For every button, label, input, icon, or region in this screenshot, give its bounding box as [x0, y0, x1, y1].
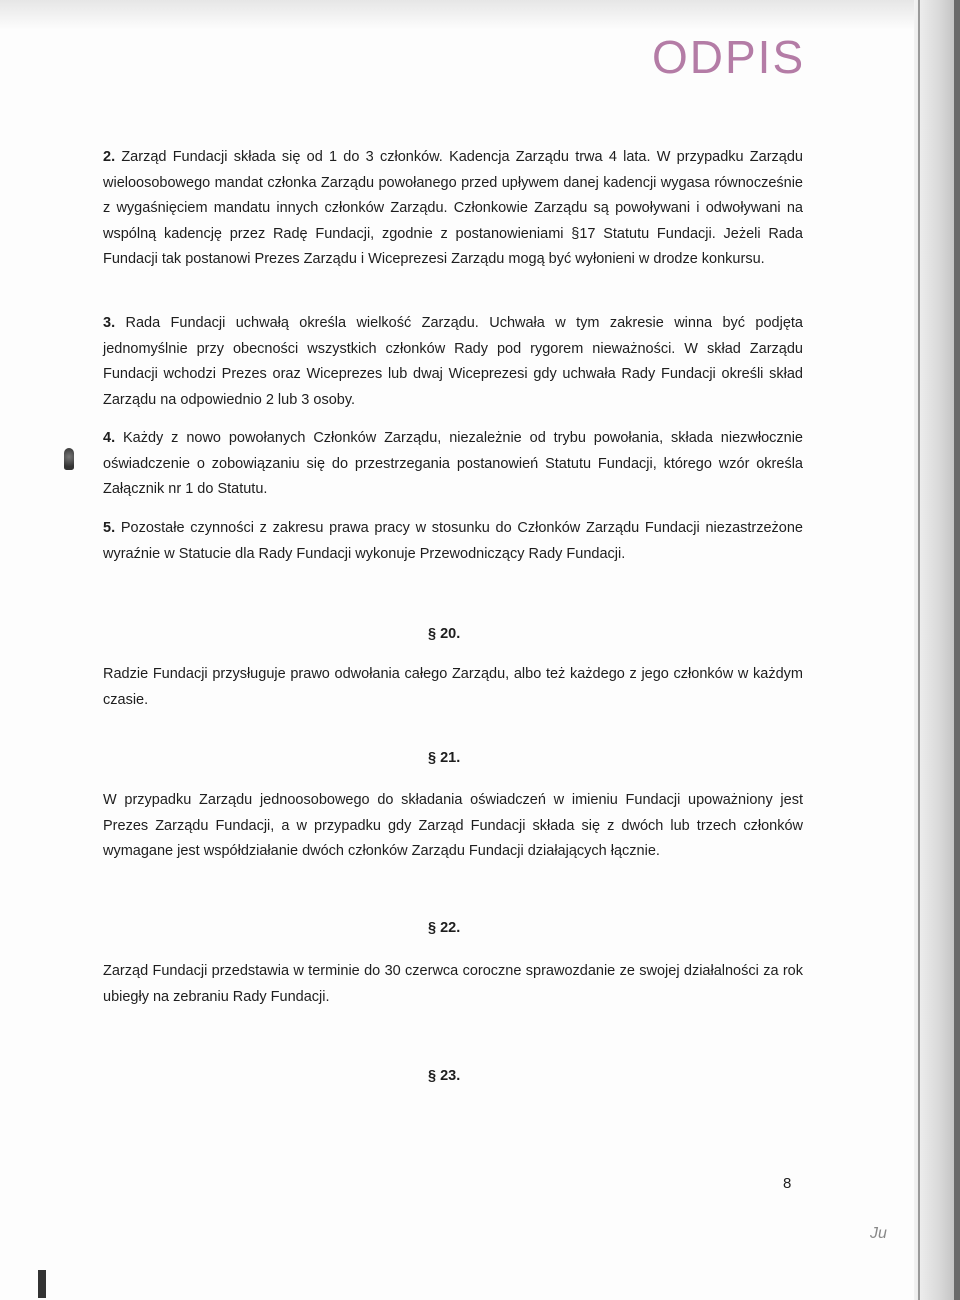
paragraph-text: Rada Fundacji uchwałą określa wielkość Zarządu. Uchwała w tym zakresie winna być podjęta jednomyślnie przy obecności wszystkich członków Rady pod rygorem nieważności. W skład Zarządu Fundacji wchodzi Prezes oraz Wiceprezes lub dwaj Wiceprezesi gdy uchwała Rady Fundacji określi skład Zarządu na odpowiednio 2 lub 3 osoby. [103, 315, 803, 408]
paragraph-2 [103, 145, 803, 273]
scan-top-shadow [0, 0, 960, 30]
paragraph-number: 3. [103, 315, 116, 331]
punch-hole [64, 448, 74, 470]
section-heading-20: § 20. [428, 626, 461, 642]
handwritten-initials: Ju [870, 1225, 887, 1242]
section-text-21: W przypadku Zarządu jednoosobowego do składania oświadczeń w imieniu Fundacji upoważniony jest Prezes Zarządu Fundacji, a w przypadku gdy Zarząd Fundacji składa się z dwóch lub trzech członków wymagane jest współdziałanie dwóch członków Zarządu Fundacji działających łącznie. [103, 792, 803, 859]
paragraph-number: 5. [103, 520, 116, 536]
scan-edge-dark [954, 0, 960, 1300]
section-heading-21: § 21. [428, 750, 461, 766]
page-number: 8 [783, 1175, 792, 1192]
section-heading-22: § 22. [428, 920, 461, 936]
paragraph-number: 4. [103, 430, 116, 446]
odpis-stamp: ODPIS [652, 31, 806, 83]
scan-bottom-mark [38, 1270, 46, 1298]
paragraph-3 [103, 311, 803, 413]
section-text-22: Zarząd Fundacji przedstawia w terminie do 30 czerwca coroczne sprawozdanie ze swojej działalności za rok ubiegły na zebraniu Rady Fundacji. [103, 963, 803, 1005]
scan-edge-line [918, 0, 920, 1300]
paragraph-text: Każdy z nowo powołanych Członków Zarządu, niezależnie od trybu powołania, składa niezwłocznie oświadczenie o zobowiązaniu się do przestrzegania postanowień Statutu Fundacji, którego wzór określa Załącznik nr 1 do Statutu. [103, 430, 803, 497]
paragraph-number: 2. [103, 149, 116, 165]
paragraph-4 [103, 426, 803, 503]
paragraph-text: Pozostałe czynności z zakresu prawa pracy w stosunku do Członków Zarządu Fundacji niezastrzeżone wyraźnie w Statucie dla Rady Fundacji wykonuje Przewodniczący Rady Fundacji. [103, 520, 804, 562]
section-text-20: Radzie Fundacji przysługuje prawo odwołania całego Zarządu, albo też każdego z jego członków w każdym czasie. [103, 666, 803, 708]
paragraph-text: Zarząd Fundacji składa się od 1 do 3 członków. Kadencja Zarządu trwa 4 lata. W przypadku Zarządu wieloosobowego mandat członka Zarządu powołanego przed upływem danej kadencji wygasa równocześnie z wygaśnięciem mandatu innych członków Zarządu. Członkowie Zarządu są powoływani i odwoływani na wspólną kadencję przez Radę Fundacji, zgodnie z postanowieniami §17 Statutu Fundacji. Jeżeli Rada Fundacji tak postanowi Prezes Zarządu i Wiceprezesi Zarządu mogą być wyłonieni w drodze konkursu. [103, 149, 803, 267]
section-heading-23: § 23. [428, 1068, 461, 1084]
paragraph-5 [103, 516, 803, 567]
